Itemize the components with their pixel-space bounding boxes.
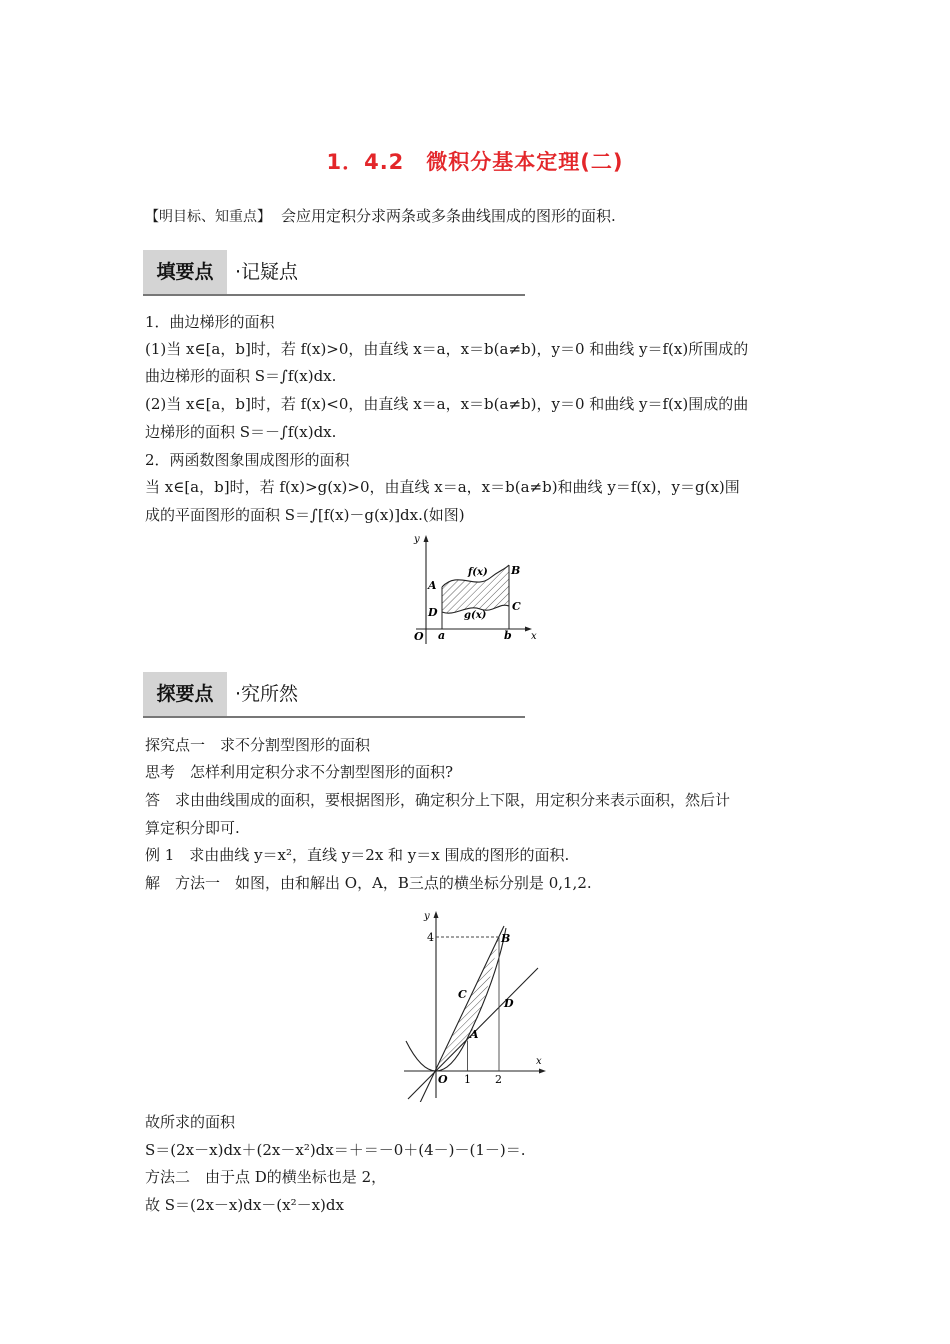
intro-label: 【明目标、知重点】 bbox=[145, 209, 271, 225]
text-line: 1．曲边梯形的面积 bbox=[145, 313, 275, 331]
section-sub-label: ·记疑点 bbox=[235, 261, 299, 283]
y-label: y bbox=[424, 911, 430, 922]
page-title: 1．4.2 微积分基本定理(二) bbox=[326, 150, 624, 174]
f-label: f(x) bbox=[468, 567, 488, 578]
text-line: 边梯形的面积 S＝－∫f(x)dx. bbox=[145, 423, 337, 441]
tick-label-1: 1 bbox=[464, 1073, 471, 1086]
text-line: 方法二 由于点 D的横坐标也是 2， bbox=[145, 1168, 387, 1186]
text-line: (1)当 x∈[a，b]时，若 f(x)>0，由直线 x＝a，x＝b(a≠b)，y＝0 和曲线 y＝f(x)所围成的 bbox=[145, 340, 749, 358]
text-line: 探究点一 求不分割型图形的面积 bbox=[145, 736, 371, 754]
x-label: x bbox=[531, 631, 537, 642]
text-line: 成的平面图形的面积 S＝∫[f(x)－g(x)]dx.(如图) bbox=[145, 506, 465, 524]
point-B-label: B bbox=[501, 932, 511, 945]
point-D-label: D bbox=[428, 606, 438, 619]
point-A-label: A bbox=[428, 579, 437, 592]
point-C-label: C bbox=[458, 988, 467, 1001]
text-line: 解 方法一 如图，由和解出 O，A，B三点的横坐标分别是 0,1,2. bbox=[145, 874, 592, 892]
b-label: b bbox=[504, 629, 512, 642]
text-line: S＝(2x－x)dx＋(2x－x²)dx＝＋＝－0＋(4－)－(1－)＝. bbox=[145, 1141, 526, 1159]
a-label: a bbox=[438, 629, 446, 642]
origin-label: O bbox=[414, 630, 424, 643]
section-box-label: 探要点 bbox=[143, 672, 227, 716]
section-sub-label: ·究所然 bbox=[235, 683, 299, 705]
text-line: 2．两函数图象围成图形的面积 bbox=[145, 451, 350, 469]
point-B-label: B bbox=[511, 564, 521, 577]
tick-label-4: 4 bbox=[427, 931, 434, 944]
section-box-label: 填要点 bbox=[143, 250, 227, 294]
text-line: 当 x∈[a，b]时，若 f(x)>g(x)>0，由直线 x＝a，x＝b(a≠b)和曲线 y＝f(x)，y＝g(x)围 bbox=[145, 478, 740, 496]
y-axis-arrow-icon bbox=[424, 535, 429, 542]
text-line: 曲边梯形的面积 S＝∫f(x)dx. bbox=[145, 367, 337, 385]
text-line: 故所求的面积 bbox=[145, 1113, 236, 1131]
origin-label: O bbox=[438, 1073, 448, 1086]
text-line: 答 求由曲线围成的面积，要根据图形，确定积分上下限，用定积分来表示面积，然后计 bbox=[145, 791, 731, 809]
text-line: 故 S＝(2x－x)dx－(x²－x)dx bbox=[145, 1196, 344, 1214]
point-C-label: C bbox=[512, 600, 521, 613]
text-line: 思考 怎样利用定积分求不分割型图形的面积? bbox=[145, 763, 454, 781]
point-D-label: D bbox=[504, 997, 514, 1010]
section-header-2 bbox=[143, 672, 525, 718]
x-axis-arrow-icon bbox=[539, 1069, 546, 1074]
point-A-label: A bbox=[470, 1028, 479, 1041]
parabola-lines-figure bbox=[398, 906, 558, 1102]
y-axis-arrow-icon bbox=[434, 911, 439, 918]
text-line: 算定积分即可. bbox=[145, 819, 240, 837]
intro-text: 会应用定积分求两条或多条曲线围成的图形的面积. bbox=[281, 207, 616, 225]
intro-line bbox=[145, 206, 805, 227]
g-label: g(x) bbox=[464, 610, 487, 621]
area-between-curves-figure bbox=[400, 532, 550, 648]
section-header-1 bbox=[143, 250, 525, 296]
x-label: x bbox=[536, 1056, 542, 1067]
text-line: 例 1 求由曲线 y＝x²，直线 y＝2x 和 y＝x 围成的图形的面积. bbox=[145, 846, 570, 864]
y-label: y bbox=[414, 534, 420, 545]
tick-label-2: 2 bbox=[495, 1073, 502, 1086]
text-line: (2)当 x∈[a，b]时，若 f(x)<0，由直线 x＝a，x＝b(a≠b)，y＝0 和曲线 y＝f(x)围成的曲 bbox=[145, 395, 749, 413]
